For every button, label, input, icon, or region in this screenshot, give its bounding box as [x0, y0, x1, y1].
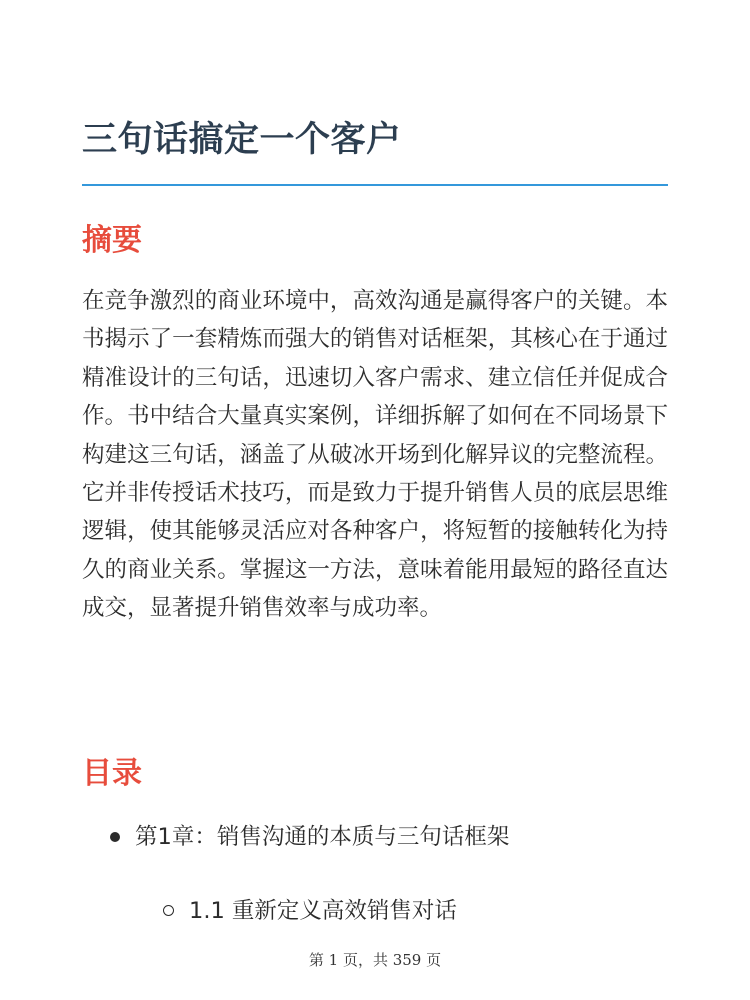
abstract-paragraph: 在竞争激烈的商业环境中，高效沟通是赢得客户的关键。本书揭示了一套精炼而强大的销售对话框架，其核心在于通过精准设计的三句话，迅速切入客户需求、建立信任并促成合作。书中结合大量真实案例，详细拆解了如何在不同场景下构建这三句话，涵盖了从破冰开场到化解异议的完整流程。它并非传授话术技巧，而是致力于提升销售人员的底层思维逻辑，使其能够灵活应对各种客户，将短暂的接触转化为持久的商业关系。掌握这一方法，意味着能用最短的路径直达成交，显著提升销售效率与成功率。: [82, 288, 668, 622]
toc-section-1-1[interactable]: [82, 892, 668, 930]
bullet-circle-icon: [163, 905, 174, 916]
toc-list: [82, 818, 668, 930]
document-title: 三句话搞定一个客户: [82, 120, 402, 160]
toc-heading: 目录: [82, 756, 142, 791]
abstract-heading: 摘要: [82, 223, 142, 258]
toc-section-label: 1.1 重新定义高效销售对话: [189, 898, 457, 924]
page-number-footer: 第 1 页，共 359 页: [308, 951, 442, 969]
title-divider: [82, 184, 668, 186]
bullet-disc-icon: [110, 832, 120, 842]
toc-chapter-1[interactable]: [82, 818, 668, 856]
toc-chapter-label: 第1章：销售沟通的本质与三句话框架: [135, 824, 510, 850]
